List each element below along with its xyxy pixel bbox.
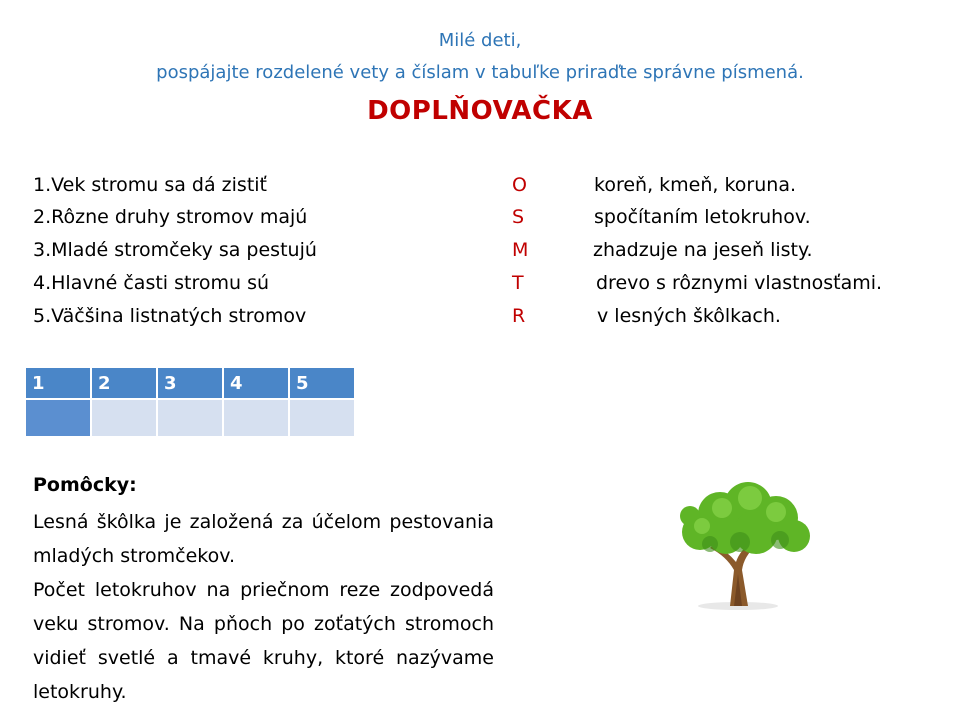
page-title: DOPLŇOVAČKA [367,96,593,126]
letter-m: M [512,239,529,261]
answer-header-3: 3 [157,367,223,399]
answer-cell-3[interactable] [157,399,223,437]
answer-header-1: 1 [25,367,91,399]
sentence-3: 3.Mladé stromčeky sa pestujú [33,239,317,261]
answer-table-row [25,399,355,437]
ending-1: koreň, kmeň, koruna. [594,174,797,196]
letter-t: T [512,272,524,294]
answer-header-2: 2 [91,367,157,399]
help-heading: Pomôcky: [33,474,137,496]
answer-cell-1[interactable] [25,399,91,437]
letter-o: O [512,174,527,196]
sentence-2: 2.Rôzne druhy stromov majú [33,206,308,228]
ending-3: zhadzuje na jeseň listy. [593,239,813,261]
answer-header-5: 5 [289,367,355,399]
answer-cell-4[interactable] [223,399,289,437]
ending-5: v lesných škôlkach. [597,305,781,327]
help-paragraph-2: Počet letokruhov na priečnom reze zodpovedá veku stromov. Na pňoch po zoťatých stromoch vidieť svetlé a tmavé kruhy, ktoré nazývame letokruhy. [33,579,494,703]
answer-cell-5[interactable] [289,399,355,437]
greeting: Milé deti, [438,30,522,51]
sentence-1: 1.Vek stromu sa dá zistiť [33,174,267,196]
ending-2: spočítaním letokruhov. [594,206,811,228]
answer-header-4: 4 [223,367,289,399]
answer-table-header [25,367,355,399]
ending-4: drevo s rôznymi vlastnosťami. [596,272,883,294]
letter-s: S [512,206,525,228]
sentence-4: 4.Hlavné časti stromu sú [33,272,270,294]
answer-table [24,366,356,438]
letter-r: R [512,305,526,327]
instruction: pospájajte rozdelené vety a číslam v tabuľke priraďte správne písmená. [156,62,804,83]
sentence-5: 5.Väčšina listnatých stromov [33,305,307,327]
help-paragraph-1: Lesná škôlka je založená za účelom pestovania mladých stromčekov. [33,511,494,567]
tree-icon [630,470,830,620]
answer-cell-2[interactable] [91,399,157,437]
